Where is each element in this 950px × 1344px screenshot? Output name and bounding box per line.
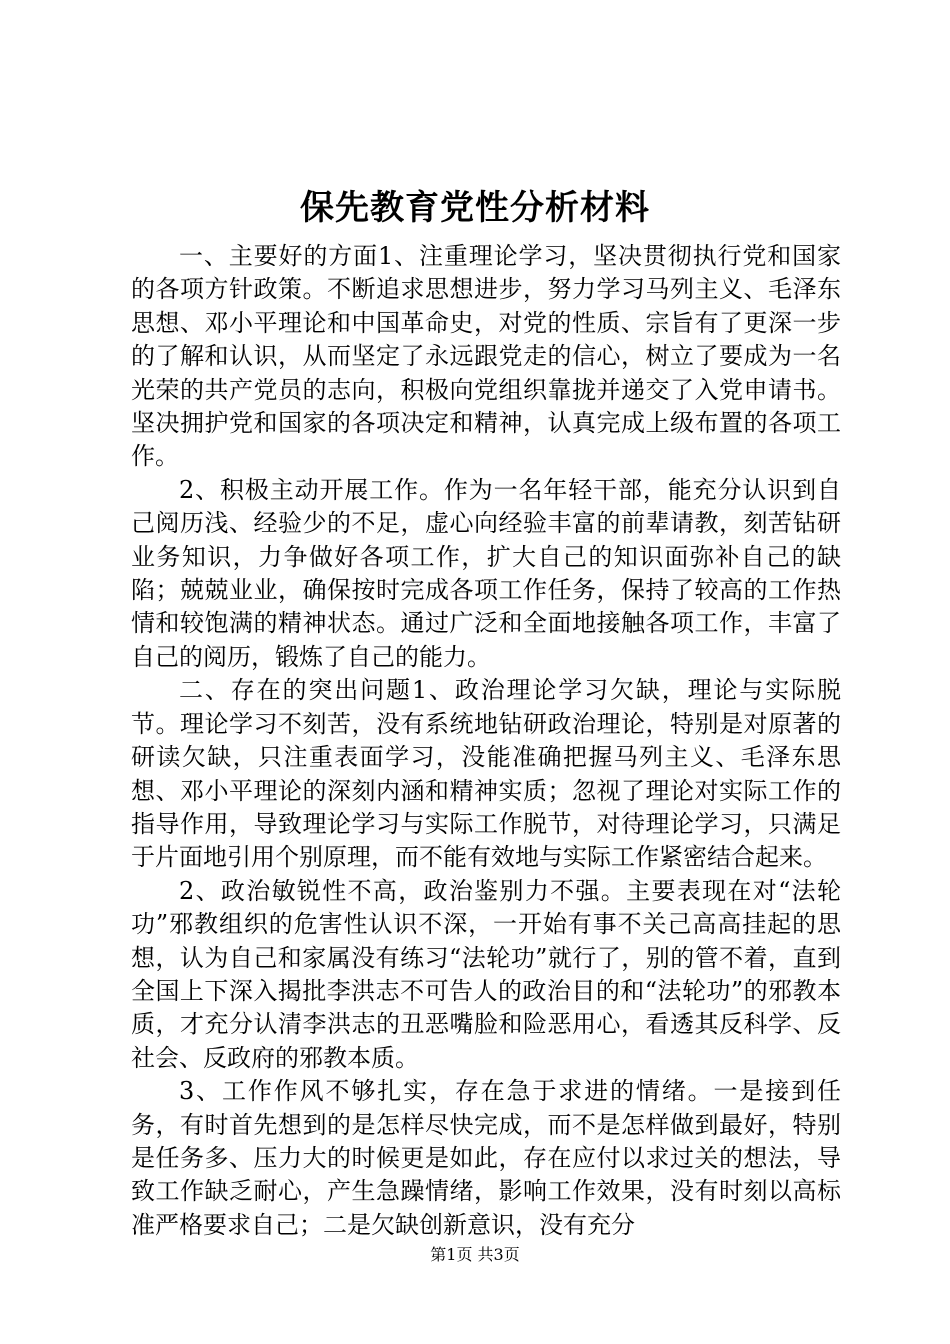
document-title: 保先教育党性分析材料 [300,188,650,228]
paragraph-3: 二、存在的突出问题1、政治理论学习欠缺，理论与实际脱节。理论学习不刻苦，没有系统地钻研政治理论，特别是对原著的研读欠缺，只注重表面学习，没能准确把握马列主义、毛泽东思想、邓小平理论的深刻内涵和精神实质；忽视了理论对实际工作的指导作用，导致理论学习与实际工作脱节，对待理论学习，只满足于片面地引用个别原理，而不能有效地与实际工作紧密结合起来。 [131,676,841,872]
paragraph-2: 2、积极主动开展工作。作为一名年轻干部，能充分认识到自己阅历浅、经验少的不足，虚心向经验丰富的前辈请教，刻苦钻研业务知识，力争做好各项工作，扩大自己的知识面弥补自己的缺陷；兢兢业业，确保按时完成各项工作任务，保持了较高的工作热情和较饱满的精神状态。通过广泛和全面地接触各项工作，丰富了自己的阅历，锻炼了自己的能力。 [131,475,841,671]
paragraph-5: 3、工作作风不够扎实，存在急于求进的情绪。一是接到任务，有时首先想到的是怎样尽快完成，而不是怎样做到最好，特别是任务多、压力大的时候更是如此，存在应付以求过关的想法，导致工作缺乏耐心，产生急躁情绪，影响工作效果，没有时刻以高标准严格要求自己；二是欠缺创新意识，没有充分 [131,1077,841,1239]
paragraph-1: 一、主要好的方面1、注重理论学习，坚决贯彻执行党和国家的各项方针政策。不断追求思想进步，努力学习马列主义、毛泽东思想、邓小平理论和中国革命史，对党的性质、宗旨有了更深一步的了解和认识，从而坚定了永远跟党走的信心，树立了要成为一名光荣的共产党员的志向，积极向党组织靠拢并递交了入党申请书。坚决拥护党和国家的各项决定和精神，认真完成上级布置的各项工作。 [131,242,841,471]
document-body [131,240,841,1242]
paragraph-4: 2、政治敏锐性不高，政治鉴别力不强。主要表现在对“法轮功”邪教组织的危害性认识不深，一开始有事不关己高高挂起的思想，认为自己和家属没有练习“法轮功”就行了，别的管不着，直到全国上下深入揭批李洪志不可告人的政治目的和“法轮功”的邪教本质，才充分认清李洪志的丑恶嘴脸和险恶用心，看透其反科学、反社会、反政府的邪教本质。 [131,876,841,1072]
page-footer: 第1页 共3页 [430,1245,520,1264]
